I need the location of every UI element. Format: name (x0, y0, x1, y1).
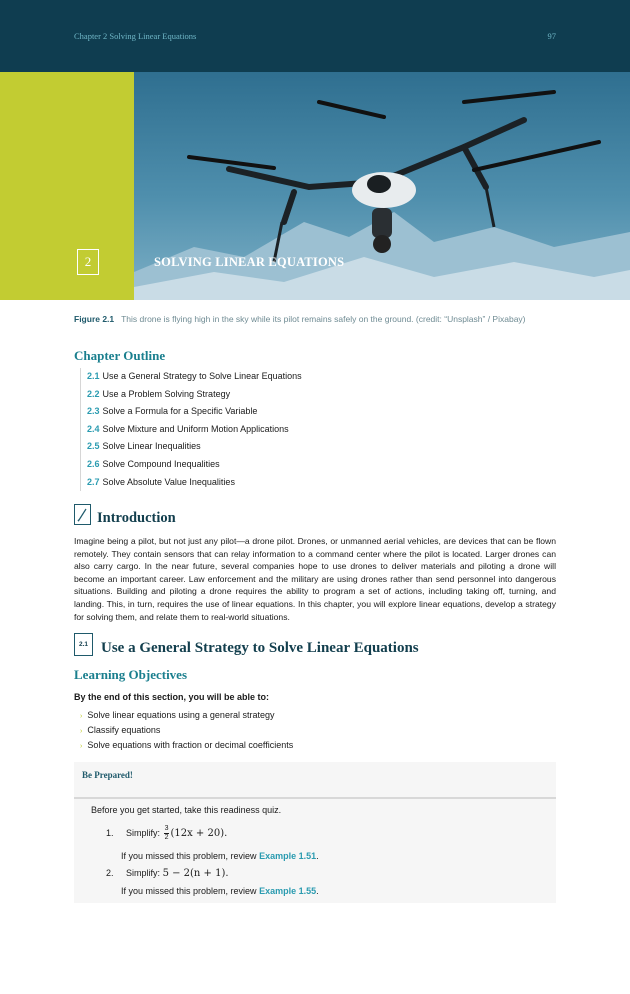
list-item (80, 708, 293, 723)
outline-item-number[interactable]: 2.4 (87, 423, 100, 434)
figure-label: Figure 2.1 (74, 314, 115, 324)
outline-item[interactable] (87, 438, 302, 456)
chapter-running-title: Chapter 2 Solving Linear Equations (74, 31, 197, 41)
outline-item-label[interactable]: Solve a Formula for a Specific Variable (102, 406, 258, 417)
running-header (0, 0, 630, 72)
outline-item-number[interactable]: 2.3 (87, 406, 100, 417)
outline-item[interactable] (87, 368, 302, 386)
outline-item-label[interactable]: Solve Compound Inequalities (102, 458, 220, 469)
learning-objectives-intro: By the end of this section, you will be able to: (74, 692, 270, 702)
example-link[interactable]: Example 1.51 (259, 851, 317, 861)
outline-item-number[interactable]: 2.2 (87, 388, 100, 399)
question-number: 1. (106, 827, 114, 838)
fraction-numerator: 3 (164, 825, 169, 832)
quiz-question (106, 868, 229, 879)
bullet-icon: › (80, 728, 83, 735)
introduction-heading: Introduction (97, 510, 176, 526)
hint-text: If you missed this problem, review (121, 886, 257, 896)
outline-item[interactable] (87, 456, 302, 474)
example-link[interactable]: Example 1.55 (259, 886, 317, 896)
outline-item-label[interactable]: Use a General Strategy to Solve Linear Equations (102, 371, 302, 381)
pencil-icon (74, 504, 91, 525)
banner-accent-block (0, 72, 134, 300)
objective-text: Solve equations with fraction or decimal coefficients (87, 740, 294, 750)
outline-item-number[interactable]: 2.1 (87, 371, 100, 381)
be-prepared-header (74, 762, 556, 799)
section-number-box: 2.1 (74, 633, 93, 656)
figure-caption (74, 314, 526, 324)
bullet-icon: › (80, 713, 83, 720)
outline-item-label[interactable]: Solve Absolute Value Inequalities (102, 476, 235, 487)
outline-item-label[interactable]: Use a Problem Solving Strategy (102, 388, 231, 399)
outline-item-label[interactable]: Solve Mixture and Uniform Motion Applications (102, 423, 289, 434)
hint-text: If you missed this problem, review (121, 851, 257, 861)
outline-item-number[interactable]: 2.7 (87, 476, 100, 487)
page-number: 97 (547, 31, 556, 41)
bullet-icon: › (80, 743, 83, 750)
list-item (80, 723, 293, 738)
hint-end: . (316, 851, 319, 861)
be-prepared-intro: Before you get started, take this readiness quiz. (91, 805, 282, 815)
objective-text: Classify equations (87, 725, 161, 735)
question-prefix: Simplify: (126, 868, 161, 878)
question-expression: 5 − 2(n + 1). (162, 868, 229, 879)
chapter-banner (0, 72, 630, 300)
learning-objectives-heading: Learning Objectives (74, 667, 188, 682)
question-expression: (12x + 20). (170, 827, 228, 839)
be-prepared-box (74, 762, 556, 903)
section-title: Use a General Strategy to Solve Linear Equations (101, 640, 419, 656)
outline-item-number[interactable]: 2.6 (87, 458, 100, 469)
chapter-number-box: 2 (77, 249, 99, 275)
outline-item[interactable] (87, 421, 302, 439)
list-item (80, 738, 293, 753)
hint-end: . (316, 886, 319, 896)
quiz-question (106, 825, 227, 842)
question-number: 2. (106, 868, 114, 878)
chapter-outline-list (80, 368, 302, 491)
outline-item[interactable] (87, 386, 302, 404)
outline-item[interactable] (87, 474, 302, 492)
outline-item-label[interactable]: Solve Linear Inequalities (102, 441, 201, 452)
chapter-outline-heading: Chapter Outline (74, 348, 166, 363)
fraction (164, 825, 170, 842)
quiz-hint (121, 851, 319, 861)
outline-item-number[interactable]: 2.5 (87, 441, 100, 452)
learning-objectives-list (80, 708, 293, 753)
outline-item[interactable] (87, 403, 302, 421)
figure-caption-text: This drone is flying high in the sky while its pilot remains safely on the ground. (credit: “Unsplash” / Pixabay) (121, 314, 526, 324)
fraction-denominator: 2 (164, 834, 169, 841)
question-prefix: Simplify: (126, 827, 161, 838)
be-prepared-title: Be Prepared! (82, 770, 133, 780)
introduction-paragraph: Imagine being a pilot, but not just any pilot—a drone pilot. Drones, or unmanned aerial vehicles, are devices that can be flown remotely. They contain sensors that can relay information to a command center where the pilot is located. Larger drones can also carry cargo. In the near future, several companies hope to use drones to deliver materials and piloting a drone will become an important career. Law enforcement and the military are using drones rather than send personnel into dangerous situations. Building and piloting a drone requires the ability to program a set of actions, including taking off, turning, and landing. This, in turn, requires the use of linear equations. In this chapter, you will explore linear equations, develop a strategy for solving them, and relate them to real-world situations. (74, 536, 556, 622)
quiz-hint (121, 886, 319, 896)
chapter-title: SOLVING LINEAR EQUATIONS (154, 255, 345, 269)
objective-text: Solve linear equations using a general strategy (87, 710, 275, 720)
